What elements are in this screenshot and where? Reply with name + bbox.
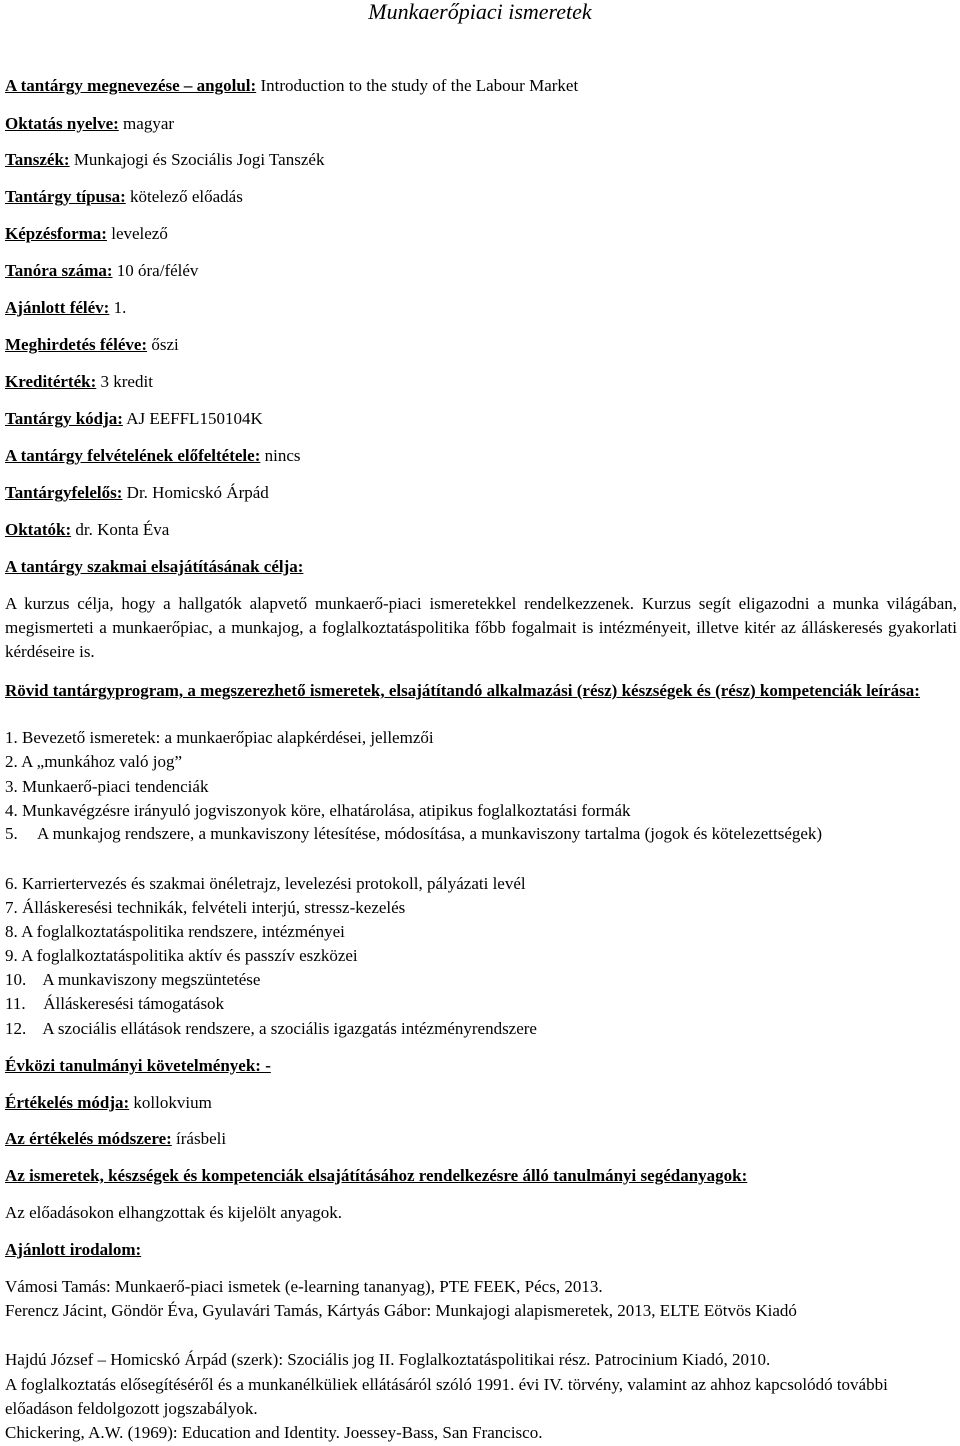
field-label: Tantárgyfelelős:	[5, 483, 123, 502]
literature-item: Ferencz Jácint, Göndör Éva, Gyulavári Tamás, Kártyás Gábor: Munkajogi alapismeretek, 2013, ELTE Eötvös Kiadó	[5, 1301, 797, 1320]
goal-paragraph: A kurzus célja, hogy a hallgatók alapvető munkaerő-piaci ismeretekkel rendelkezzenek. Kurzus segít eligazodni a munka világában, megismerteti a munkaerőpiac, a munkajog, a foglalkoztatáspolitika főbb fogalmait is intézményeit, illetve kitér az álláskeresés gyakorlati kérdéseire is.	[5, 594, 957, 661]
field-announce-term	[5, 335, 179, 355]
field-value: 10 óra/félév	[116, 261, 199, 280]
field-label: Oktatás nyelve:	[5, 114, 119, 133]
field-english-name	[5, 76, 578, 96]
field-department	[5, 150, 324, 170]
field-label: Kreditérték:	[5, 372, 97, 391]
field-value: 3 kredit	[100, 372, 153, 391]
field-language	[5, 114, 174, 134]
materials-heading: Az ismeretek, készségek és kompetenciák elsajátításához rendelkezésre álló tanulmányi segédanyagok:	[5, 1166, 748, 1185]
field-course-code	[5, 409, 263, 429]
list-item: 8. A foglalkoztatáspolitika rendszere, intézményei	[5, 922, 345, 941]
field-label: Tantárgy kódja:	[5, 409, 123, 428]
list-item: 12. A szociális ellátások rendszere, a szociális igazgatás intézményrendszere	[5, 1019, 537, 1038]
literature-item: A foglalkoztatás elősegítéséről és a munkanélküliek ellátásáról szóló 1991. évi IV. törvény, valamint az ahhoz kapcsolódó további előadáson feldolgozott jogszabályok.	[5, 1375, 888, 1418]
literature-heading: Ajánlott irodalom:	[5, 1240, 142, 1259]
field-label: Tantárgy típusa:	[5, 187, 126, 206]
document-title: Munkaerőpiaci ismeretek	[368, 0, 592, 24]
list-item: 7. Álláskeresési technikák, felvételi interjú, stressz-kezelés	[5, 898, 406, 917]
requirements-heading: Évközi tanulmányi követelmények: -	[5, 1056, 271, 1075]
field-instructors	[5, 520, 169, 540]
list-item: 2. A „munkához való jog”	[5, 752, 183, 771]
field-semester	[5, 298, 126, 318]
field-value: levelező	[111, 224, 168, 243]
field-value: kötelező előadás	[130, 187, 243, 206]
field-label: Tanszék:	[5, 150, 70, 169]
field-credits	[5, 372, 153, 392]
field-value: magyar	[123, 114, 175, 133]
literature-item: Hajdú József – Homicskó Árpád (szerk): Szociális jog II. Foglalkoztatáspolitikai rész. Patrocinium Kiadó, 2010.	[5, 1350, 771, 1369]
literature-item: Vámosi Tamás: Munkaerő-piaci ismetek (e-learning tananyag), PTE FEEK, Pécs, 2013.	[5, 1277, 603, 1296]
field-value: dr. Konta Éva	[75, 520, 170, 539]
list-item: 4. Munkavégzésre irányuló jogviszonyok köre, elhatárolása, atipikus foglalkoztatási formák	[5, 801, 631, 820]
list-item: 1. Bevezető ismeretek: a munkaerőpiac alapkérdései, jellemzői	[5, 728, 434, 747]
field-label: A tantárgy felvételének előfeltétele:	[5, 446, 261, 465]
list-item: 11. Álláskeresési támogatások	[5, 994, 225, 1013]
field-label: Oktatók:	[5, 520, 72, 539]
field-label: Képzésforma:	[5, 224, 107, 243]
field-hours	[5, 261, 198, 281]
field-course-type	[5, 187, 243, 207]
list-item: 3. Munkaerő-piaci tendenciák	[5, 777, 209, 796]
field-value: AJ EEFFL150104K	[126, 409, 263, 428]
field-prerequisite	[5, 446, 301, 466]
field-value: kollokvium	[133, 1093, 212, 1112]
field-label: Tanóra száma:	[5, 261, 113, 280]
field-label: A tantárgy megnevezése – angolul:	[5, 76, 257, 95]
field-label: Értékelés módja:	[5, 1093, 130, 1112]
list-item: 9. A foglalkoztatáspolitika aktív és passzív eszközei	[5, 946, 358, 965]
field-value: nincs	[264, 446, 301, 465]
field-value: Introduction to the study of the Labour Market	[260, 76, 579, 95]
field-value: írásbeli	[176, 1129, 227, 1148]
field-value: őszi	[151, 335, 179, 354]
field-label: Meghirdetés féléve:	[5, 335, 148, 354]
materials-text: Az előadásokon elhangzottak és kijelölt anyagok.	[5, 1203, 343, 1222]
field-label: Ajánlott félév:	[5, 298, 110, 317]
list-item: 5. A munkajog rendszere, a munkaviszony létesítése, módosítása, a munkaviszony tartalma (jogok és kötelezettségek)	[5, 824, 823, 843]
goal-heading: A tantárgy szakmai elsajátításának célja:	[5, 557, 304, 576]
field-value: Dr. Homicskó Árpád	[126, 483, 269, 502]
field-responsible	[5, 483, 269, 503]
list-item: 6. Karriertervezés és szakmai önéletrajz, levelezési protokoll, pályázati levél	[5, 874, 526, 893]
list-item: 10. A munkaviszony megszüntetése	[5, 970, 261, 989]
field-value: 1.	[113, 298, 127, 317]
literature-item: Chickering, A.W. (1969): Education and Identity. Joessey-Bass, San Francisco.	[5, 1423, 543, 1442]
program-heading: Rövid tantárgyprogram, a megszerezhető ismeretek, elsajátítandó alkalmazási (rész) készségek és (rész) kompetenciák leírása:	[5, 681, 920, 700]
field-value: Munkajogi és Szociális Jogi Tanszék	[73, 150, 325, 169]
field-training-form	[5, 224, 168, 244]
evaluation-type	[5, 1093, 212, 1113]
field-label: Az értékelés módszere:	[5, 1129, 172, 1148]
evaluation-method	[5, 1129, 226, 1149]
